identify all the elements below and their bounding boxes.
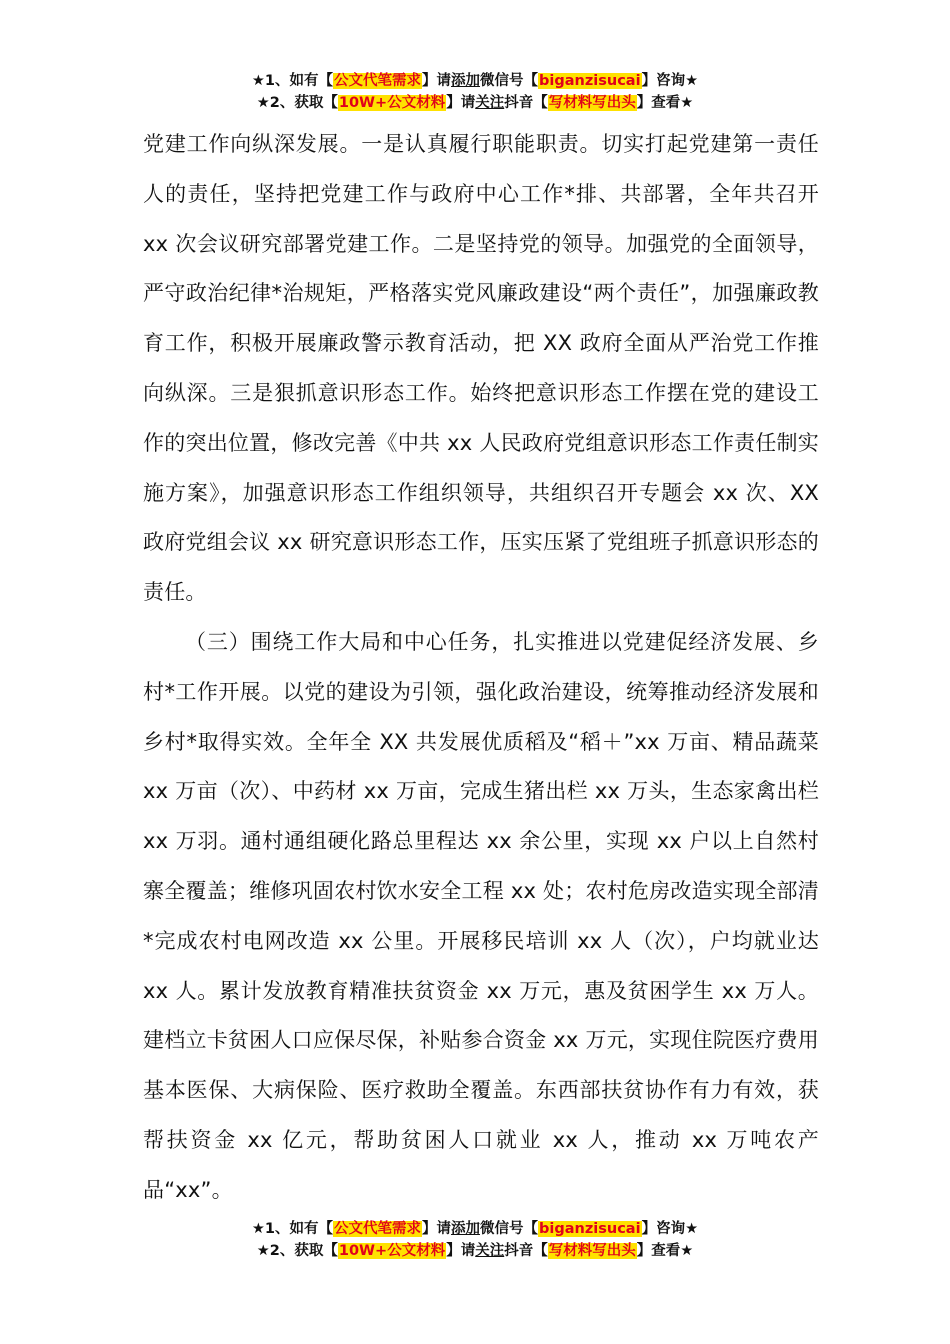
promo-text: 】咨询★ xyxy=(641,1221,699,1237)
highlighted-keyword: 10W+公文材料 xyxy=(338,1243,446,1259)
highlighted-keyword: 公文代笔需求 xyxy=(334,73,422,89)
promo-text: 】请 xyxy=(422,73,452,89)
promo-text: 】请 xyxy=(446,1243,476,1259)
promo-text: 】请 xyxy=(422,1221,452,1237)
promo-text: ★2、获取【 xyxy=(256,1243,338,1259)
promo-line-1 xyxy=(0,70,950,92)
promo-text: 】请 xyxy=(446,95,476,111)
wechat-id: biganzisucai xyxy=(539,1221,641,1237)
douyin-account: 写材料写出头 xyxy=(548,1243,636,1259)
underlined-word: 关注 xyxy=(475,95,505,111)
highlighted-keyword: 公文代笔需求 xyxy=(334,1221,422,1237)
wechat-id: biganzisucai xyxy=(539,73,641,89)
promo-line-2 xyxy=(0,1240,950,1262)
promo-text: ★1、如有【 xyxy=(251,1221,334,1237)
underlined-word: 关注 xyxy=(475,1243,505,1259)
paragraph-party-building: 党建工作向纵深发展。一是认真履行职能职责。切实打起党建第一责任人的责任，坚持把党建工作与政府中心工作*排、共部署，全年共召开 xx 次会议研究部署党建工作。二是坚持党的领导。加强党的全面领导，严守政治纪律*治规矩，严格落实党风廉政建设“两个责任”，加强廉政教育工作，积极开展廉政警示教育活动，把 XX 政府全面从严治党工作推向纵深。三是狠抓意识形态工作。始终把意识形态工作摆在党的建设工作的突出位置，修改完善《中共 xx 人民政府党组意识形态工作责任制实施方案》，加强意识形态工作组织领导，共组织召开专题会 xx 次、XX 政府党组会议 xx 研究意识形态工作，压实压紧了党组班子抓意识形态的责任。 xyxy=(143,132,819,605)
promo-line-1 xyxy=(0,1218,950,1240)
promo-text: 微信号【 xyxy=(480,73,539,89)
paragraph-economic-development: （三）围绕工作大局和中心任务，扎实推进以党建促经济发展、乡村*工作开展。以党的建设为引领，强化政治建设，统筹推动经济发展和乡村*取得实效。全年全 XX 共发展优质稻及“稻＋”xx 万亩、精品蔬菜 xx 万亩（次）、中药材 xx 万亩，完成生猪出栏 xx 万头，生态家禽出栏 xx 万羽。通村通组硬化路总里程达 xx 余公里，实现 xx 户以上自然村寨全覆盖；维修巩固农村饮水安全工程 xx 处；农村危房改造实现全部清*完成农村电网改造 xx 公里。开展移民培训 xx 人（次），户均就业达 xx 人。累计发放教育精准扶贫资金 xx 万元，惠及贫困学生 xx 万人。建档立卡贫困人口应保尽保，补贴参合资金 xx 万元，实现住院医疗费用基本医保、大病保险、医疗救助全覆盖。东西部扶贫协作有力有效，获帮扶资金 xx 亿元，帮助贫困人口就业 xx 人，推动 xx 万吨农产品“xx”。 xyxy=(143,629,819,1202)
highlighted-keyword: 10W+公文材料 xyxy=(338,95,446,111)
promo-text: 】查看★ xyxy=(636,95,694,111)
promo-text: ★2、获取【 xyxy=(256,95,338,111)
underlined-word: 添加 xyxy=(451,73,481,89)
promo-text: 抖音【 xyxy=(504,1243,548,1259)
document-body xyxy=(143,120,819,1216)
underlined-word: 添加 xyxy=(451,1221,481,1237)
footer-promo-banner xyxy=(0,1218,950,1262)
header-promo-banner xyxy=(0,70,950,114)
promo-text: 】咨询★ xyxy=(641,73,699,89)
promo-text: ★1、如有【 xyxy=(251,73,334,89)
promo-text: 】查看★ xyxy=(636,1243,694,1259)
douyin-account: 写材料写出头 xyxy=(548,95,636,111)
promo-text: 抖音【 xyxy=(504,95,548,111)
promo-line-2 xyxy=(0,92,950,114)
promo-text: 微信号【 xyxy=(480,1221,539,1237)
